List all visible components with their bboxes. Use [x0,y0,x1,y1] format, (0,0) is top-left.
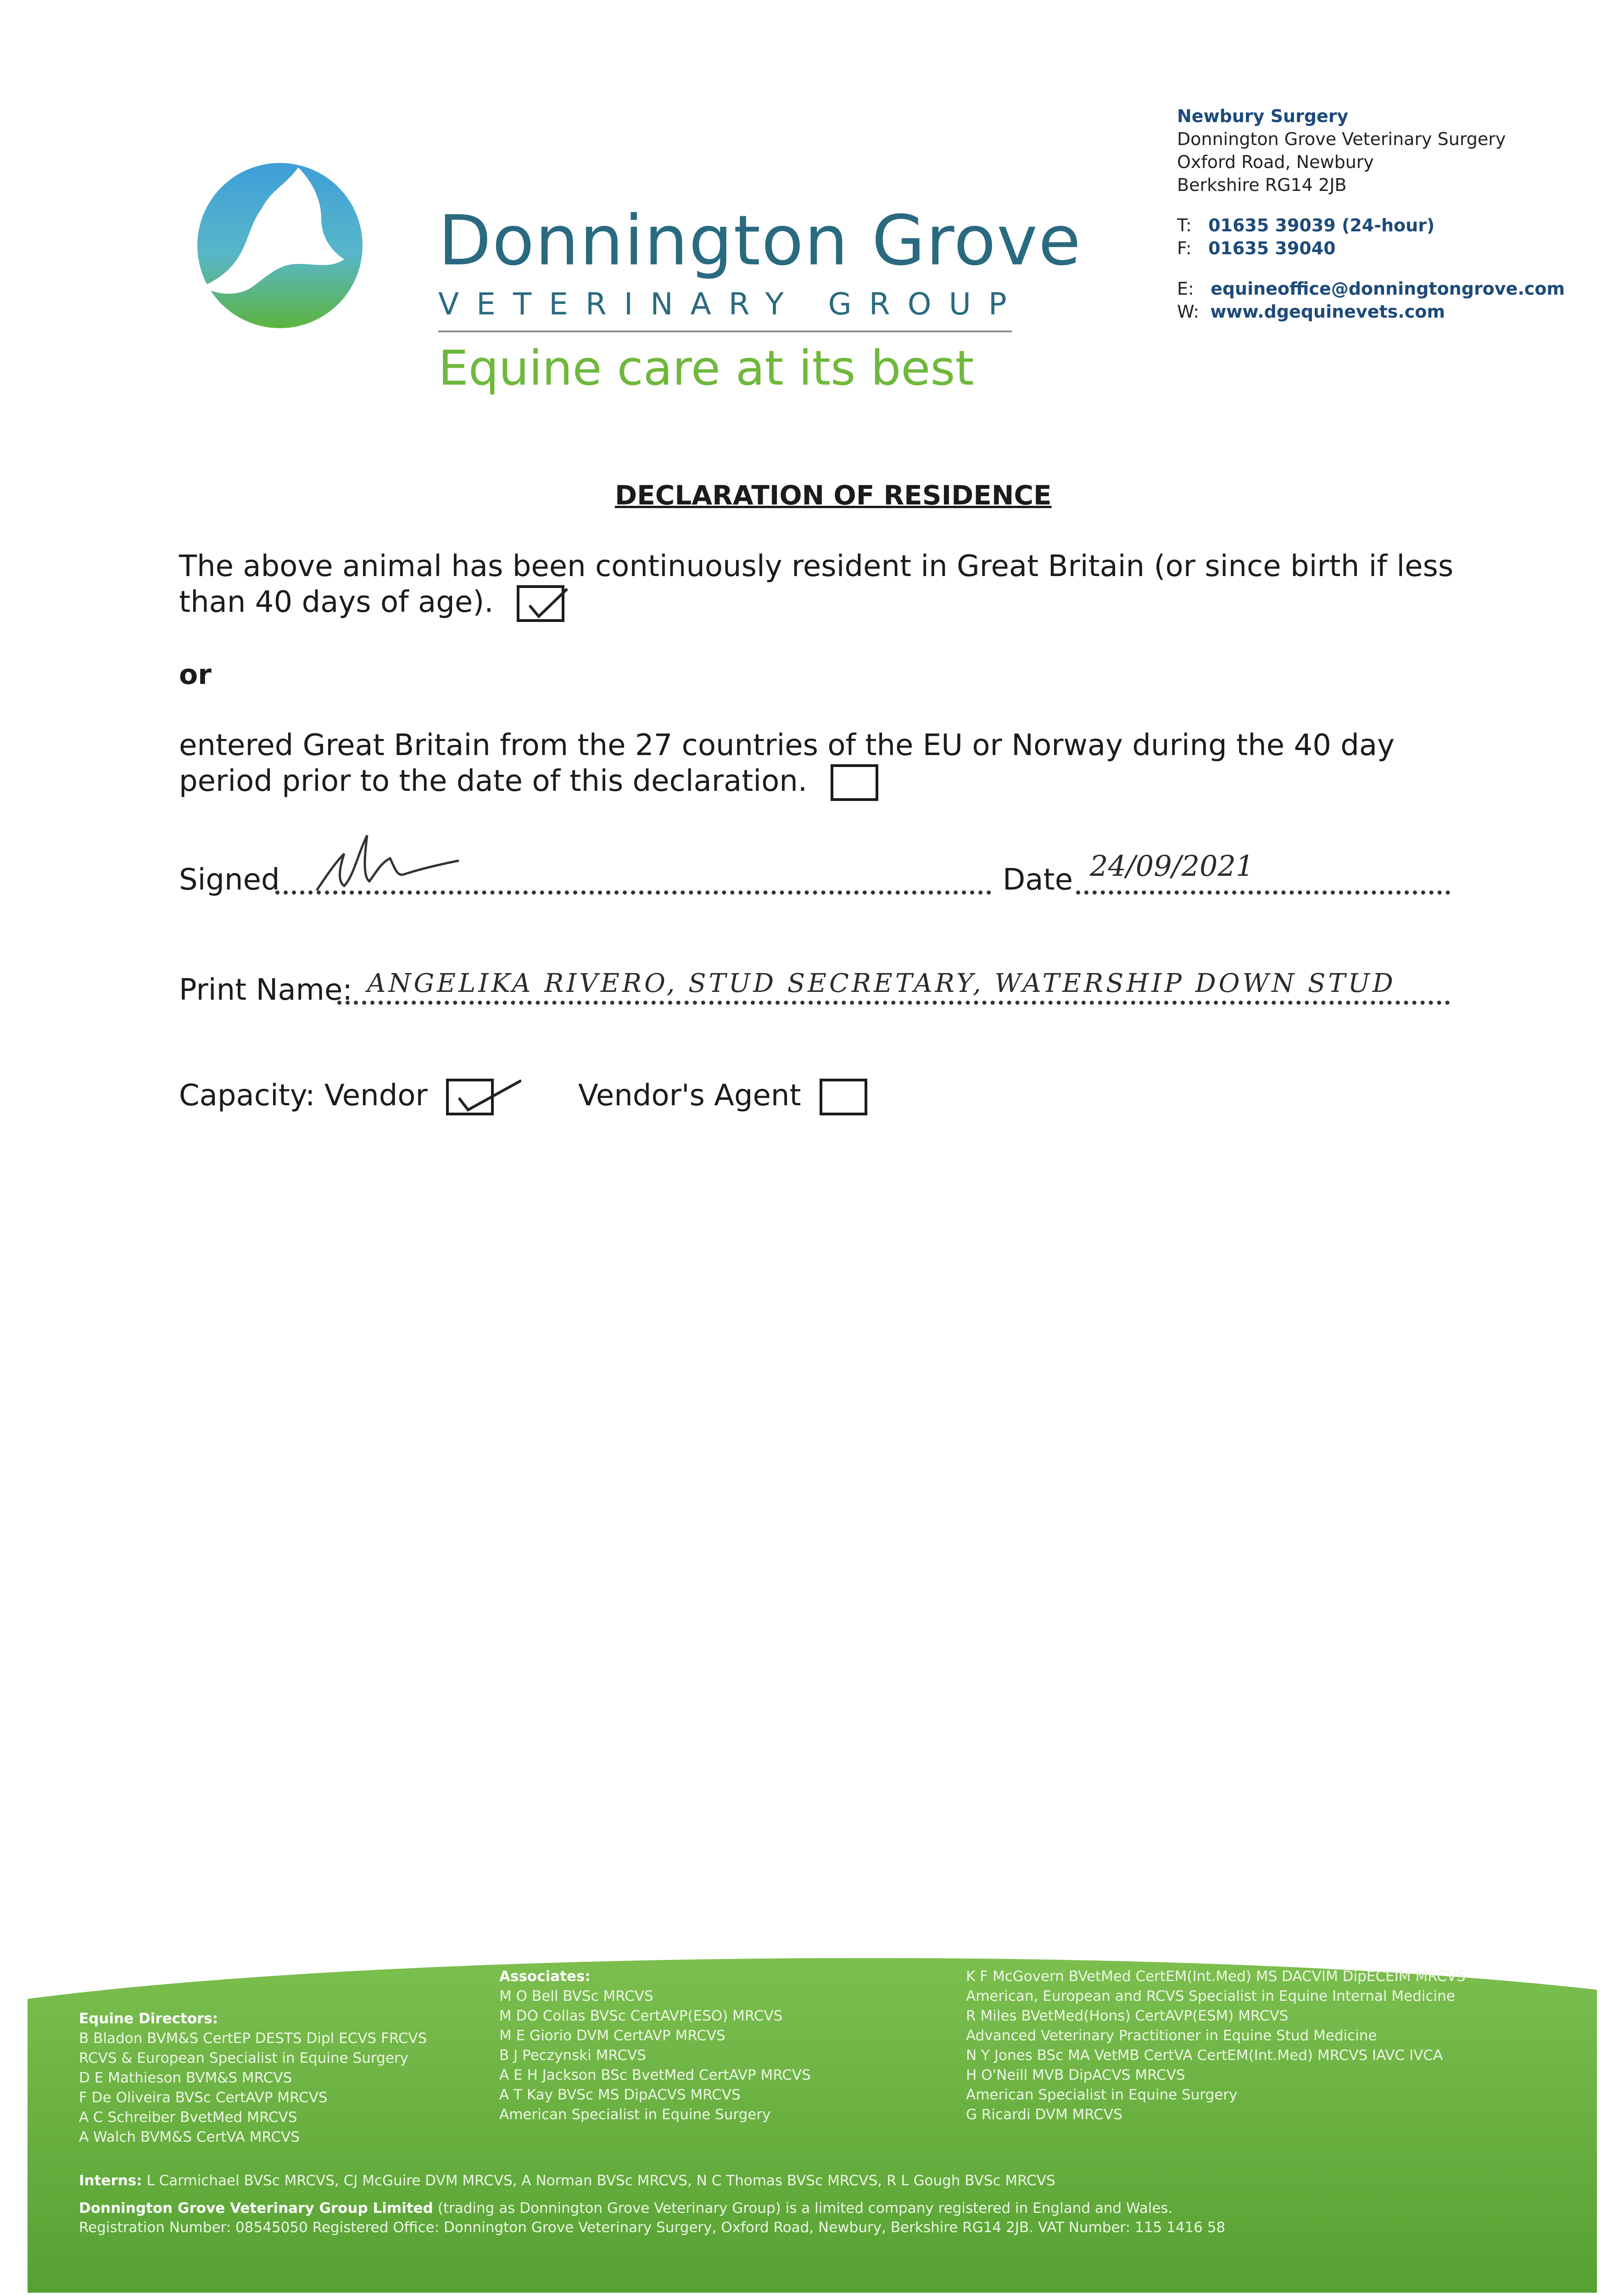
director-line: D E Mathieson BVM&S MRCVS [79,2070,292,2086]
associate-line: M DO Collas BVSc CertAVP(ESO) MRCVS [499,2008,783,2024]
fax-label: F: [1177,238,1192,258]
option2-checkbox[interactable] [831,764,878,801]
web-label: W: [1177,302,1200,322]
capacity-vendor-label: Capacity: Vendor [179,1079,428,1113]
director-line: RCVS & European Specialist in Equine Surgery [79,2050,408,2066]
declaration-title: DECLARATION OF RESIDENCE [615,480,1052,511]
option1-paragraph [179,549,1464,622]
tel-label: T: [1177,215,1192,235]
signed-label: Signed [179,863,280,897]
associate-line: A T Kay BVSc MS DipACVS MRCVS [499,2087,741,2103]
address-line-3: Berkshire RG14 2JB [1177,175,1347,195]
option2-paragraph [179,728,1464,801]
checkmark-icon [523,586,569,623]
footer-band [0,1939,1624,2295]
legal-text: (trading as Donnington Grove Veterinary Group) is a limited company registered in England and Wales. [437,2200,1173,2217]
interns-list: L Carmichael BVSc MRCVS, CJ McGuire DVM MRCVS, A Norman BVSc MRCVS, N C Thomas BVSc MRCVS, R L Gough BVSc MRCVS [146,2172,1055,2189]
capacity-row [179,1079,494,1115]
associate-line: American Specialist in Equine Surgery [499,2106,771,2123]
associate-line: M O Bell BVSc MRCVS [499,1988,653,2004]
company-name: Donnington Grove [438,201,1082,281]
associate-line: American Specialist in Equine Surgery [966,2087,1238,2103]
director-line: A C Schreiber BvetMed MRCVS [79,2109,297,2126]
email-link[interactable]: equineoffice@donningtongrove.com [1211,279,1565,299]
option2-text: entered Great Britain from the 27 countries of the EU or Norway during the 40 day period prior to the date of this declaration. [179,728,1395,798]
associate-line: A E H Jackson BSc BvetMed CertAVP MRCVS [499,2067,811,2083]
vendor-checkbox[interactable] [446,1079,494,1115]
option1-checkbox[interactable] [517,585,564,622]
tagline: Equine care at its best [438,340,974,396]
associate-line: G Ricardi DVM MRCVS [966,2106,1122,2123]
option1-text: The above animal has been continuously resident in Great Britain (or since birth if less than 40 days of age). [179,549,1454,619]
associate-line: Advanced Veterinary Practitioner in Equine Stud Medicine [966,2027,1377,2044]
director-line: B Bladon BVM&S CertEP DESTS Dipl ECVS FRCVS [79,2030,427,2047]
registration-line: Registration Number: 08545050 Registered Office: Donnington Grove Veterinary Surgery, Oxford Road, Newbury, Berkshire RG14 2JB. VAT Number: 115 1416 58 [79,2219,1226,2236]
associate-line: B J Peczynski MRCVS [499,2047,646,2064]
address-line-2: Oxford Road, Newbury [1177,152,1374,172]
surgery-name: Newbury Surgery [1177,106,1349,126]
contact-block [1177,105,1565,323]
checkmark-icon [452,1080,521,1116]
signature-image [312,826,463,900]
directors-heading: Equine Directors: [79,2010,218,2027]
legal-company-name: Donnington Grove Veterinary Group Limited [79,2200,433,2217]
associate-line: K F McGovern BVetMed CertEM(Int.Med) MS DACVIM DipECEIM MRCVS [966,1968,1466,1985]
web-link[interactable]: www.dgequinevets.com [1210,302,1445,322]
horse-head-logo-icon [193,158,367,333]
email-label: E: [1177,279,1194,299]
fax-number: 01635 39040 [1208,238,1336,258]
vendor-agent-label: Vendor's Agent [578,1079,801,1113]
associate-line: M E Giorio DVM CertAVP MRCVS [499,2027,725,2044]
header-divider [438,330,1012,332]
print-name-label: Print Name: [179,973,352,1007]
or-separator: or [179,659,212,691]
associate-line: H O'Neill MVB DipACVS MRCVS [966,2067,1185,2083]
director-line: F De Oliveira BVSc CertAVP MRCVS [79,2089,328,2106]
director-line: A Walch BVM&S CertVA MRCVS [79,2129,300,2145]
date-label: Date [1003,863,1073,897]
address-line-1: Donnington Grove Veterinary Surgery [1177,129,1506,149]
date-value: 24/09/2021 [1090,849,1254,883]
vendor-agent-row [578,1079,867,1115]
associates-heading: Associates: [499,1968,591,1985]
associate-line: R Miles BVetMed(Hons) CertAVP(ESM) MRCVS [966,2008,1289,2024]
print-name-value: ANGELIKA RIVERO, STUD SECRETARY, WATERSHIP DOWN STUD [367,968,1396,998]
interns-label: Interns: [79,2172,142,2189]
vendor-agent-checkbox[interactable] [820,1079,867,1115]
tel-number: 01635 39039 (24-hour) [1208,215,1435,235]
company-subtitle: VETERINARY GROUP [438,286,1024,322]
associate-line: American, European and RCVS Specialist in Equine Internal Medicine [966,1988,1455,2004]
associate-line: N Y Jones BSc MA VetMB CertVA CertEM(Int.Med) MRCVS IAVC IVCA [966,2047,1443,2064]
